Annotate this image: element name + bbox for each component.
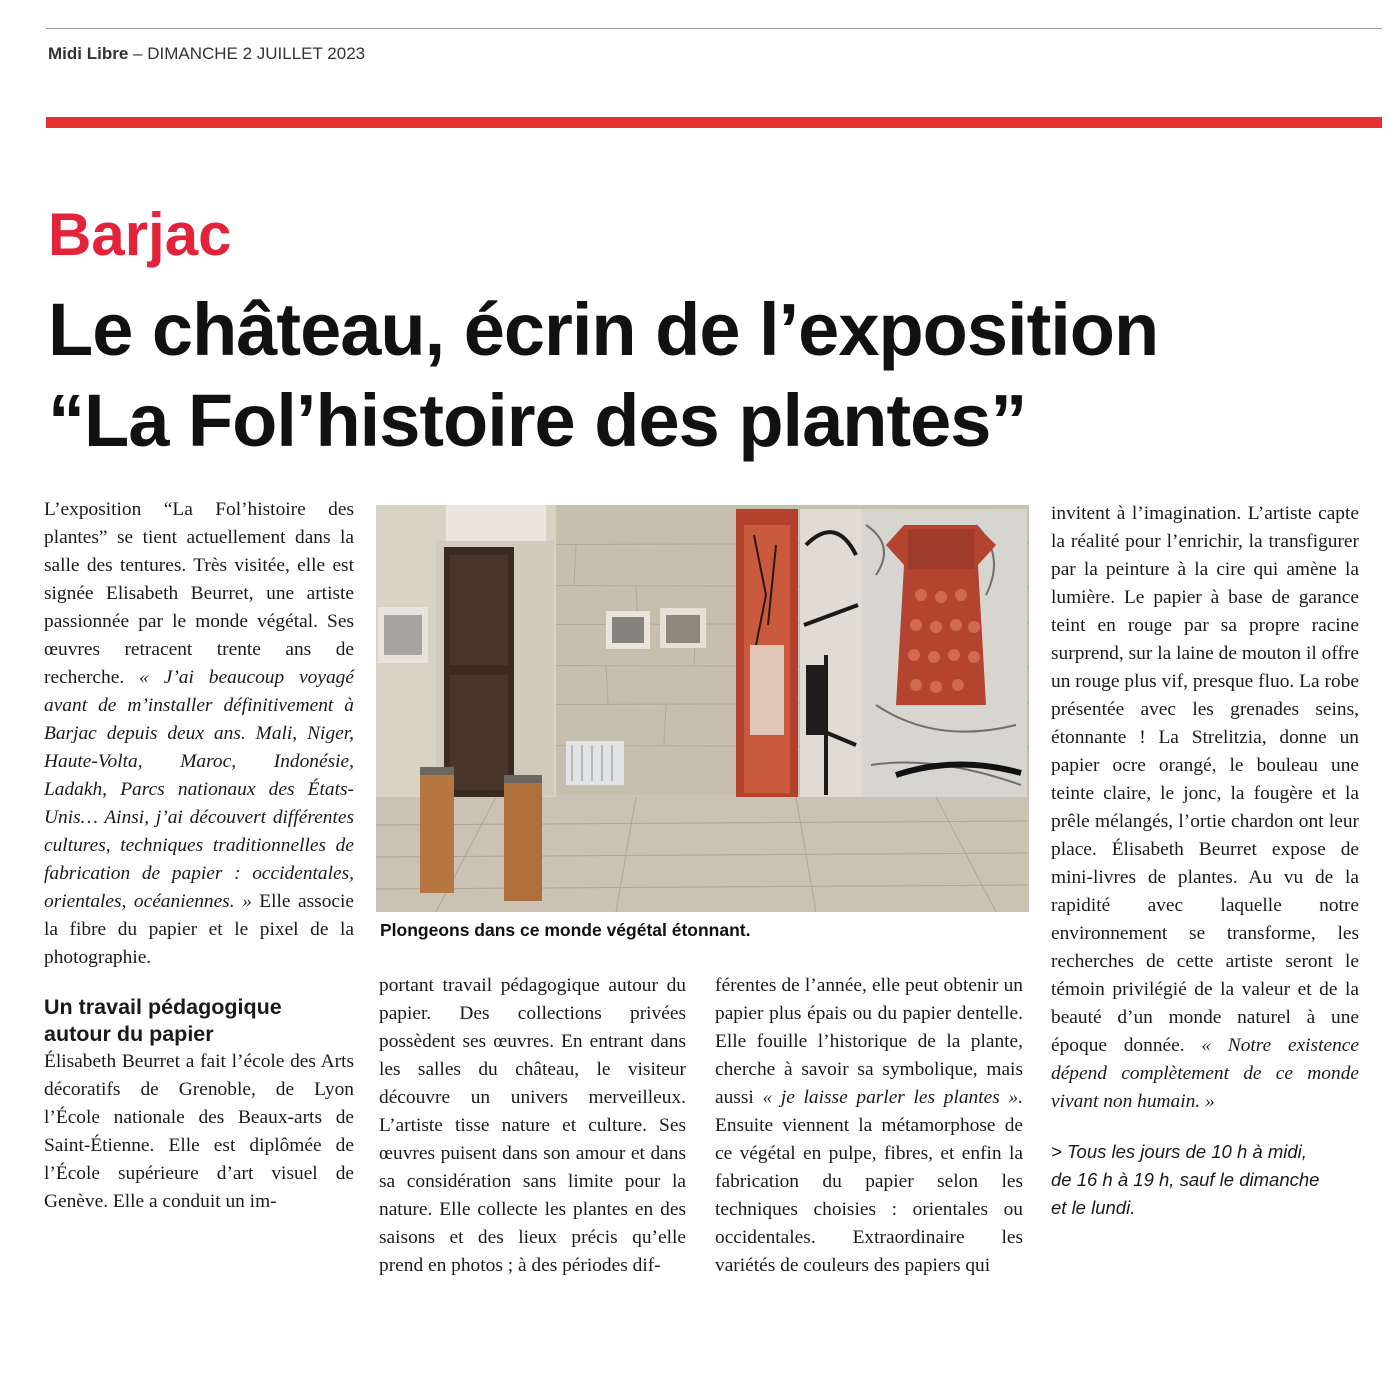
column-3-end: Ensuite viennent la métamorphose de ce végétal en pulpe, fibres, et enfin la fabrication du papier selon les techniques choisies : orientales ou occidentales. Extraordinaire les variétés de couleurs des papiers qui (715, 1115, 1023, 1276)
section-title: Barjac (48, 201, 232, 268)
column-2-text: portant travail pédagogique autour du papier. Des collections privées possèdent ses œuvres. En entrant dans les salles du château, le visiteur découvre un univers merveilleux. L’artiste tisse nature et culture. Ses œuvres puisent dans son amour et dans sa considération sans limite pour la nature. Elle collecte les plantes en des saisons et des lieux précis qu’elle prend en photos ; à des périodes dif- (379, 975, 686, 1276)
exhibition-photo-image (376, 505, 1029, 912)
article-column-3 (715, 972, 1023, 1280)
top-rule (46, 28, 1382, 29)
photo-caption: Plongeons dans ce monde végétal étonnant. (380, 920, 751, 940)
column-4-text: invitent à l’imagination. L’artiste capte la réalité pour l’enrichir, la transfigurer par la peinture à la cire qui amène la lumière. Le papier à base de garance teint en rouge par sa propre racine surprend, sur la laine de mouton il offre un rouge plus vif, presque fluo. La robe présentée avec les grenades seins, étonnante ! La Strelitzia, donne un papier ocre orangé, le bouleau une teinte claire, le jonc, la fougère et la prêle mélangés, l’ortie chardon ont leur place. Élisabeth Beurret expose de mini-livres de plantes. Au vu de la rapidité avec laquelle notre environnement se transforme, les recherches de cette artiste seront le témoin privilégié de la valeur et de la beauté d’un monde naturel à une époque donnée. (1051, 503, 1359, 1056)
closing-quote: « Notre existence dépend complètement de ce monde vivant non humain. » (1051, 1035, 1359, 1112)
column-4-paragraph (1051, 500, 1359, 1116)
headline-line-1: Le château, écrin de l’exposition (48, 288, 1159, 371)
intro-end: Elle associe la fibre du papier et le pixel de la photographie. (44, 891, 354, 968)
article-column-2 (379, 972, 686, 1280)
opening-hours-line-2: de 16 h à 19 h, sauf le dimanche (1051, 1169, 1320, 1190)
article-column-1 (44, 496, 354, 1216)
headline (48, 284, 1348, 466)
exhibition-photo (376, 505, 1029, 912)
issue-date: DIMANCHE 2 JUILLET 2023 (147, 44, 366, 63)
intro-text: L’exposition “La Fol’histoire des plantes” se tient actuellement dans la salle des tentures. Très visitée, elle est signée Elisabeth Beurret, une artiste passionnée par le monde végétal. Ses œuvres retracent trente ans de recherche. (44, 499, 354, 688)
intro-paragraph (44, 496, 354, 972)
opening-hours-line-1: > Tous les jours de 10 h à midi, (1051, 1141, 1307, 1162)
column-3-start: férentes de l’année, elle peut obtenir un papier plus épais ou du papier dentelle. Elle fouille l’historique de la plante, cherche à savoir sa symbolique, mais aussi (715, 975, 1023, 1108)
column-3-paragraph (715, 972, 1023, 1280)
masthead (48, 42, 365, 66)
bio-paragraph: Élisabeth Beurret a fait l’école des Arts décoratifs de Grenoble, de Lyon l’École nationale des Beaux-arts de Saint-Étienne. Elle est diplômée de l’École supérieure d’art visuel de Genève. Elle a conduit un im- (44, 1051, 354, 1212)
masthead-separator: – (128, 44, 148, 63)
article-column-4 (1051, 500, 1359, 1222)
opening-hours-line-3: et le lundi. (1051, 1197, 1136, 1218)
subheading: Un travail pédagogique autour du papier (44, 995, 282, 1046)
headline-line-2: “La Fol’histoire des plantes” (48, 379, 1027, 462)
plants-quote: « je laisse parler les plantes ». (762, 1087, 1023, 1108)
artist-quote: « J’ai beaucoup voyagé avant de m’installer définitivement à Barjac depuis deux ans. Mali, Niger, Haute-Volta, Maroc, Indonésie, Ladakh, Parcs nationaux des États-Unis… Ainsi, j’ai découvert différentes cultures, techniques traditionnelles de fabrication de papier : occidentales, orientales, océaniennes. » (44, 667, 354, 912)
red-rule (46, 117, 1382, 128)
opening-hours (1051, 1138, 1359, 1222)
newspaper-name: Midi Libre (48, 44, 129, 63)
